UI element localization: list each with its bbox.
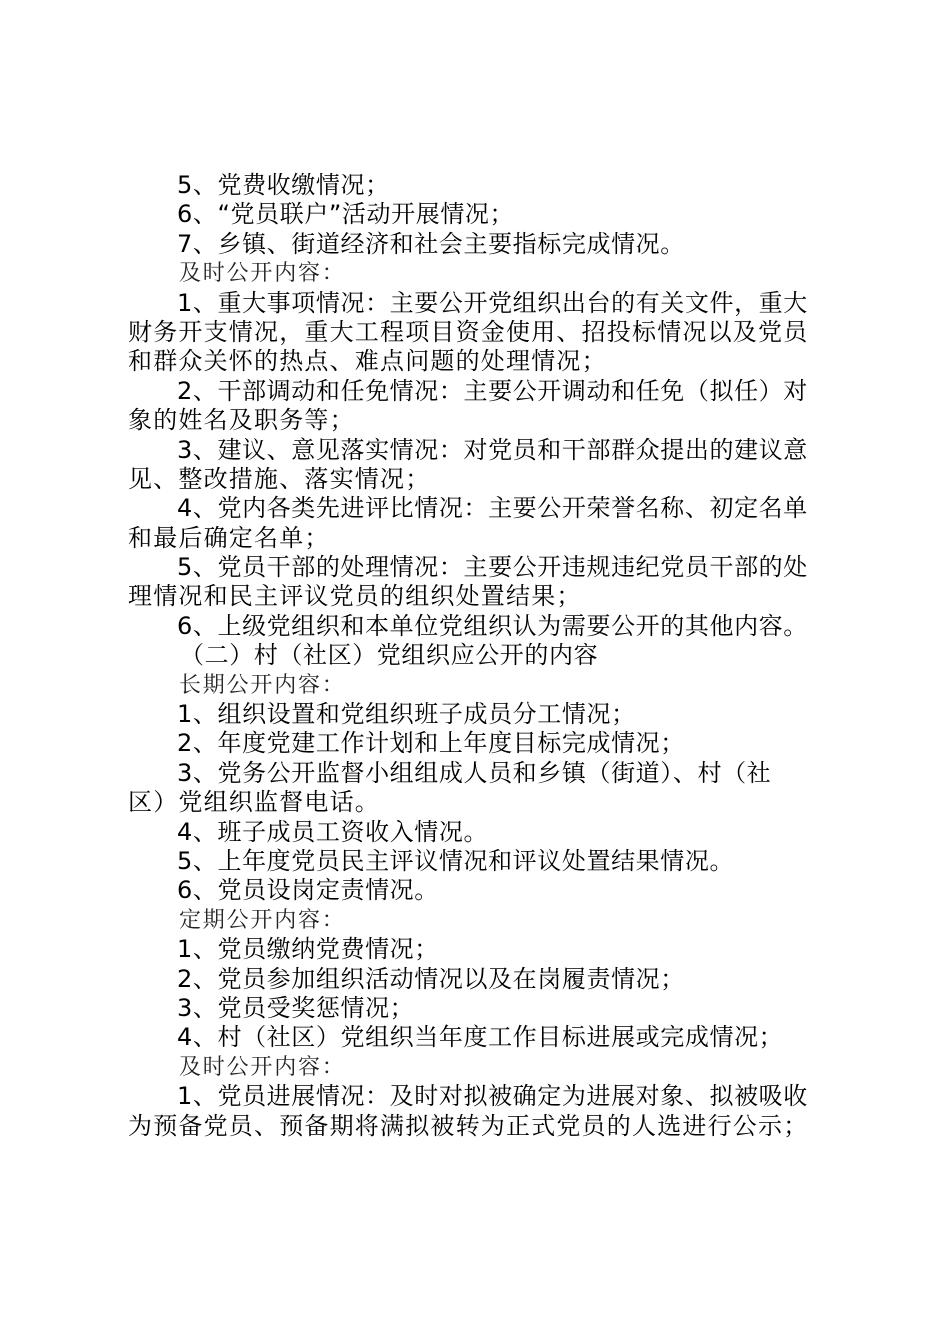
subheading: 长期公开内容：	[179, 672, 346, 698]
list-item-line: 1、党员进展情况：及时对拟被确定为进展对象、拟被吸收	[177, 1082, 808, 1111]
list-item-line: 5、党员干部的处理情况：主要公开违规违纪党员干部的处	[177, 553, 808, 582]
list-item-line: 4、党内各类先进评比情况：主要公开荣誉名称、初定名单	[177, 494, 808, 523]
list-item-line: 6、上级党组织和本单位党组织认为需要公开的其他内容。	[177, 611, 808, 640]
list-item-line: 5、上年度党员民主评议情况和评议处置结果情况。	[177, 846, 735, 875]
list-item-continuation: 和最后确定名单；	[128, 523, 330, 552]
list-item-line: 6、“党员联户”活动开展情况；	[177, 200, 515, 229]
list-item-line: 3、建议、意见落实情况：对党员和干部群众提出的建议意	[177, 435, 808, 464]
list-item-line: 7、乡镇、街道经济和社会主要指标完成情况。	[177, 229, 685, 258]
list-item-line: 2、年度党建工作计划和上年度目标完成情况；	[177, 729, 685, 758]
list-item-line: 3、党员受奖惩情况；	[177, 993, 415, 1022]
list-item-line: 4、村（社区）党组织当年度工作目标进展或完成情况；	[177, 1023, 784, 1052]
document-body	[128, 171, 832, 1141]
list-item-line: 2、党员参加组织活动情况以及在岗履责情况；	[177, 964, 685, 993]
section-heading: （二）村（社区）党组织应公开的内容	[180, 641, 599, 670]
list-item-continuation: 象的姓名及职务等；	[128, 406, 355, 435]
list-item-continuation: 区）党组织监督电话。	[128, 788, 380, 817]
subheading: 及时公开内容：	[179, 1054, 346, 1080]
list-item-line: 1、党员缴纳党费情况；	[177, 935, 439, 964]
list-item-continuation: 财务开支情况，重大工程项目资金使用、招投标情况以及党员	[128, 317, 809, 346]
list-item-continuation: 为预备党员、预备期将满拟被转为正式党员的人选进行公示；	[128, 1111, 809, 1140]
subheading: 定期公开内容：	[179, 907, 346, 933]
list-item-line: 1、组织设置和党组织班子成员分工情况；	[177, 700, 636, 729]
list-item-continuation: 理情况和民主评议党员的组织处置结果；	[128, 582, 582, 611]
list-item-line: 2、干部调动和任免情况：主要公开调动和任免（拟任）对	[177, 376, 808, 405]
list-item-continuation: 见、整改措施、落实情况；	[128, 464, 431, 493]
list-item-line: 6、党员设岗定责情况。	[177, 876, 439, 905]
list-item-line: 1、重大事项情况：主要公开党组织出台的有关文件，重大	[177, 288, 808, 317]
list-item-line: 5、党费收缴情况；	[177, 171, 390, 199]
subheading: 及时公开内容：	[179, 261, 346, 287]
list-item-line: 3、党务公开监督小组组成人员和乡镇（街道）、村（社	[177, 758, 772, 787]
list-item-continuation: 和群众关怀的热点、难点问题的处理情况；	[128, 347, 607, 376]
list-item-line: 4、班子成员工资收入情况。	[177, 817, 489, 846]
